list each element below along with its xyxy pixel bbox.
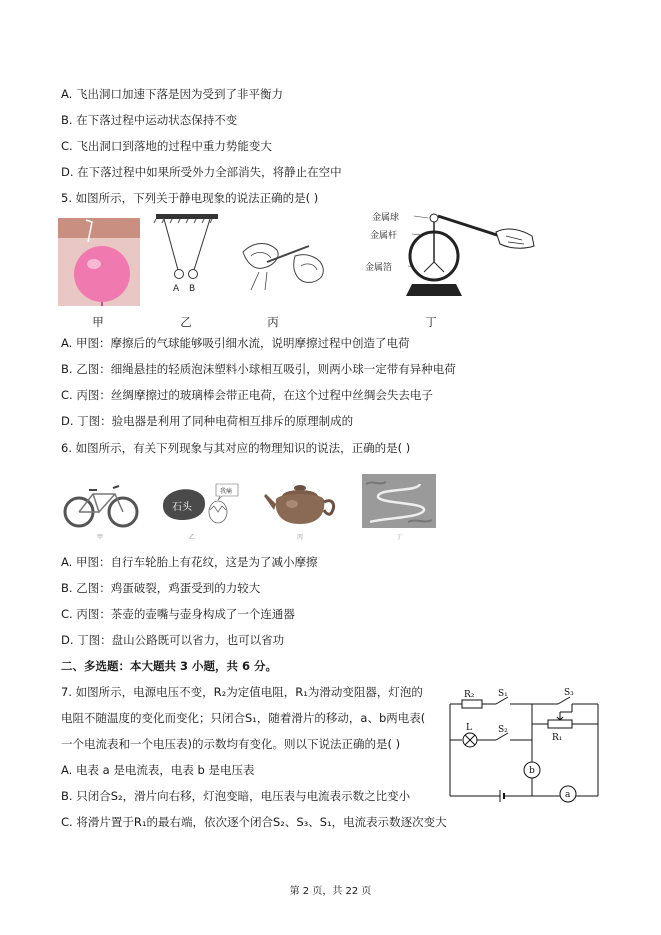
q5-option-a: A. 甲图：摩擦后的气球能够吸引细水流，说明摩擦过程中创造了电荷 [61,336,410,350]
label-r2: R₂ [464,690,475,700]
ball-a-label: A [173,284,180,294]
q4-option-b: B. 在下落过程中运动状态保持不变 [61,113,238,127]
q7-line-3: 一个电流表和一个电压表)的示数均有变化。则以下说法正确的是( ) [61,737,401,751]
stone-egg-figure [158,480,240,530]
q5-option-c: C. 丙图：丝绸摩擦过的玻璃棒会带正电荷，在这个过程中丝绸会失去电子 [61,388,433,402]
section-title: 二、多选题：本大题共 3 小题，共 6 分。 [61,659,278,673]
ball-b-label: B [189,284,196,294]
mountain-road-figure [362,474,436,528]
q5-option-d: D. 丁图：验电器是利用了同种电荷相互排斥的原理制成的 [61,414,354,428]
meter-b-label: b [529,766,535,776]
egg-speech-label: 我痛 [220,488,233,495]
q6-option-b: B. 乙图：鸡蛋破裂，鸡蛋受到的力较大 [61,581,261,595]
label-metal-foil: 金属箔 [365,263,393,273]
rubbing-rod-figure [237,232,329,294]
q5-stem: 5. 如图所示，下列关于静电现象的说法正确的是( ) [61,191,319,205]
label-lamp: L [466,723,472,733]
q6-caption-ding: 丁 [395,534,402,541]
q6-option-c: C. 丙图：茶壶的壶嘴与壶身构成了一个连通器 [61,607,295,621]
q6-caption-bing: 丙 [296,534,303,541]
label-r1: R₁ [552,733,563,743]
pith-balls-figure [150,212,225,298]
page-footer: 第 2 页，共 22 页 [289,886,372,897]
label-metal-rod: 金属杆 [370,231,398,241]
q5-caption-ding: 丁 [425,315,437,329]
q6-caption-jia: 甲 [96,534,103,541]
q6-option-d: D. 丁图：盘山公路既可以省力，也可以省功 [61,633,285,647]
q5-caption-jia: 甲 [92,315,104,329]
q4-option-d: D. 在下落过程中如果所受外力全部消失，将静止在空中 [61,165,342,179]
bicycle-figure [61,480,141,530]
label-metal-ball: 金属球 [372,213,400,223]
balloon-shape [74,246,130,302]
q6-option-a: A. 甲图：自行车轮胎上有花纹，这是为了减小摩擦 [61,555,318,569]
q4-option-c: C. 飞出洞口到落地的过程中重力势能变大 [61,139,272,153]
q6-stem: 6. 如图所示，有关下列现象与其对应的物理知识的说法，正确的是( ) [61,441,411,455]
label-s3: S₃ [564,688,574,698]
stone-label: 石头 [172,502,192,513]
q5-caption-yi: 乙 [180,315,192,329]
balloon-figure [58,218,140,306]
q5-caption-bing: 丙 [267,315,279,329]
label-s1: S₁ [498,689,508,699]
q7-option-b: B. 只闭合S₂，滑片向右移，灯泡变暗，电压表与电流表示数之比变小 [61,789,411,803]
circuit-diagram [448,684,608,806]
teapot-figure [262,474,344,530]
q4-option-a: A. 飞出洞口加速下落是因为受到了非平衡力 [61,87,283,101]
q7-option-c: C. 将滑片置于R₁的最右端，依次逐个闭合S₂、S₃、S₁，电流表示数逐次变大 [61,815,447,829]
label-s2: S₂ [498,725,508,735]
q7-option-a: A. 电表 a 是电流表，电表 b 是电压表 [61,763,255,777]
q7-line-2: 电阻不随温度的变化而变化；只闭合S₁，随着滑片的移动，a、b两电表( [61,711,426,725]
meter-a-label: a [565,790,571,800]
q7-line-1: 7. 如图所示，电源电压不变，R₂为定值电阻，R₁为滑动变阻器，灯泡的 [61,685,423,699]
q5-option-b: B. 乙图：细绳悬挂的轻质泡沫塑料小球相互吸引，则两小球一定带有异种电荷 [61,362,456,376]
q6-caption-yi: 乙 [188,534,195,541]
electroscope-figure [362,206,538,302]
